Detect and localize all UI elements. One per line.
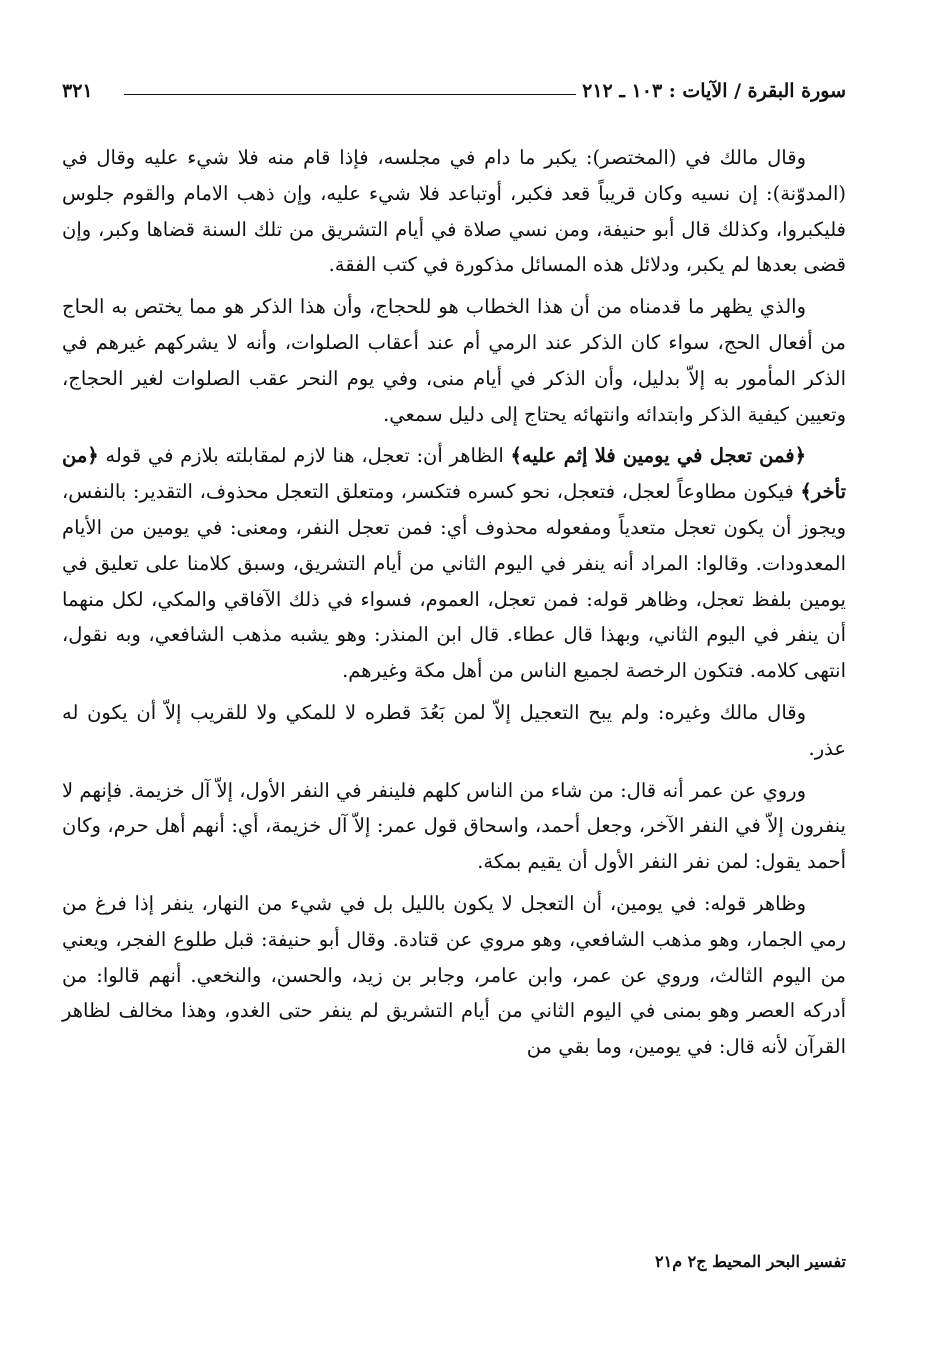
paragraph — [62, 695, 846, 767]
paragraph — [62, 886, 846, 1065]
text-segment: الظاهر أن: تعجل، هنا لازم لمقابلته بلازم في قوله — [98, 444, 511, 468]
paragraph — [62, 140, 846, 283]
surah-title: سورة البقرة / الآيات : ١٠٣ ـ ٢١٢ — [582, 80, 846, 102]
page-number: ٣٢١ — [62, 80, 93, 102]
header-rule — [124, 94, 576, 95]
paragraph — [62, 289, 846, 432]
document-page — [62, 74, 846, 1334]
footer-signature: تفسير البحر المحيط ج٢ م٢١ — [655, 1252, 846, 1271]
paragraph — [62, 773, 846, 880]
quran-quote: ﴿فمن تعجل في يومين فلا إثم عليه﴾ — [510, 444, 807, 468]
paragraph — [62, 438, 846, 689]
text-segment: وقال مالك في (المختصر): يكبر ما دام في مجلسه، فإذا قام منه فلا شيء عليه وقال في (المدوّنة): إن نسيه وكان قريباً قعد فكبر، أوتباعد فلا شيء عليه، وإن ذهب الامام والقوم جلوس فليكبروا، وكذلك قال أبو حنيفة، ومن نسي صلاة في أيام التشريق من تلك السنة قضاها وكبر، وإن قضى بعدها لم يكبر، ودلائل هذه المسائل مذكورة في كتب الفقة. — [62, 146, 846, 277]
running-header — [62, 74, 846, 112]
text-segment: وروي عن عمر أنه قال: من شاء من الناس كلهم فلينفر في النفر الأول، إلاّ آل خزيمة. فإنهم لا ينفرون إلاّ في النفر الآخر، وجعل أحمد، واسحاق قول عمر: إلاّ آل خزيمة، أي: أنهم أهل حرم، وكان أحمد يقول: لمن نفر النفر الأول أن يقيم بمكة. — [62, 778, 846, 874]
main-text — [62, 140, 846, 1071]
quran-quote: ﴿من تأخر﴾ — [62, 444, 846, 504]
text-segment: وظاهر قوله: في يومين، أن التعجل لا يكون بالليل بل في شيء من النهار، ينفر إذا فرغ من رمي الجمار، وهو مذهب الشافعي، وهو مروي عن قتادة. وقال أبو حنيفة: قبل طلوع الفجر، ويعني من اليوم الثالث، وروي عن عمر، وابن عامر، وجابر بن زيد، والحسن، والنخعي. أنهم قالوا: من أدركه العصر وهو بمنى في اليوم الثاني من أيام التشريق لم ينفر حتى الغدو، وهذا مخالف لظاهر القرآن لأنه قال: في يومين، وما بقي من — [62, 891, 846, 1059]
text-segment: والذي يظهر ما قدمناه من أن هذا الخطاب هو للحجاج، وأن هذا الذكر هو مما يختص به الحاج من أفعال الحج، سواء كان الذكر عند الرمي أم عند أعقاب الصلوات، وأنه لا يشركهم غيرهم في الذكر المأمور به إلاّ بدليل، وأن الذكر في أيام منى، وفي يوم النحر عقب الصلوات لغير الحجاج، وتعيين كيفية الذكر وابتدائه وانتهائه يحتاج إلى دليل سمعي. — [62, 295, 846, 426]
text-segment: فيكون مطاوعاً لعجل، فتعجل، نحو كسره فتكسر، ومتعلق التعجل محذوف، التقدير: بالنفس، ويجوز أن يكون تعجل متعدياً ومفعوله محذوف أي: فمن تعجل النفر، ومعنى: في يومين من الأيام المعدودات. وقالوا: المراد أنه ينفر في اليوم الثاني من أيام التشريق، وسبق كلامنا على تعليق في يومين بلفظ تعجل، وظاهر قوله: فمن تعجل، العموم، فسواء في ذلك الآفاقي والمكي، لكل منهما أن ينفر في اليوم الثاني، وبهذا قال عطاء. قال ابن المنذر: وهو يشبه مذهب الشافعي، وبه نقول، انتهى كلامه. فتكون الرخصة لجميع الناس من أهل مكة وغيرهم. — [62, 480, 846, 683]
text-segment: وقال مالك وغيره: ولم يبح التعجيل إلاّ لمن بَعُدَ قطره لا للمكي ولا للقريب إلاّ أن يكون له عذر. — [62, 700, 846, 760]
